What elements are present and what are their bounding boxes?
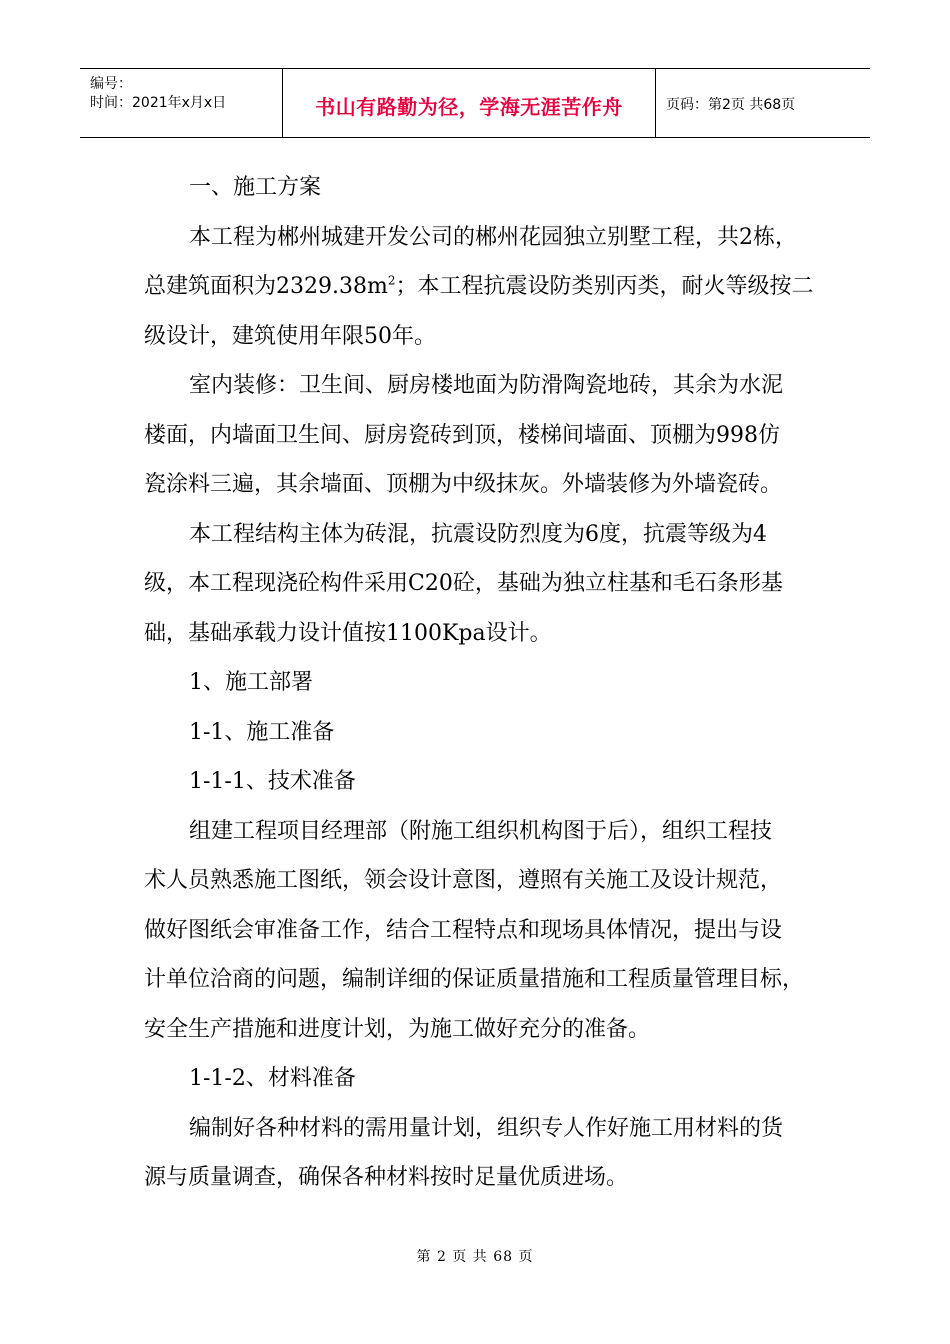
heading-material-preparation: 1-1-2、材料准备 [189,1066,356,1091]
paragraph-line: 编制好各种材料的需用量计划，组织专人作好施工用材料的货 [189,1115,784,1141]
header-motto: 书山有路勤为径，学海无涯苦作舟 [315,95,623,119]
heading-construction-preparation: 1-1、施工准备 [189,719,335,745]
header-middle-cell [283,69,656,137]
paragraph-line: 本工程为郴州城建开发公司的郴州花园独立别墅工程，共2栋， [189,224,797,250]
document-date-label: 时间：2021年x月x日 [90,95,227,111]
paragraph-line: 组建工程项目经理部（附施工组织机构图于后），组织工程技 [189,818,773,844]
paragraph-material-preparation [144,1104,824,1203]
paragraph-line: 本工程结构主体为砖混，抗震设防烈度为6度，抗震等级为4 [189,521,767,547]
paragraph-line [144,262,824,312]
paragraph-line: 级，本工程现浇砼构件采用C20砼，基础为独立柱基和毛石条形基 [144,571,783,596]
paragraph-text: ；本工程抗震设防类别丙类，耐火等级按二 [395,274,814,299]
page-footer: 第 2 页 共 68 页 [416,1249,534,1265]
heading-construction-deployment: 1、施工部署 [189,670,313,695]
page-header [80,68,870,138]
header-left-cell [80,69,283,137]
paragraph-line: 级设计，建筑使用年限50年。 [144,323,436,349]
paragraph-project-overview [144,213,824,362]
paragraph-line: 源与质量调查，确保各种材料按时足量优质进场。 [144,1165,629,1190]
paragraph-line: 做好图纸会审准备工作，结合工程特点和现场具体情况，提出与设 [144,917,783,943]
paragraph-line: 术人员熟悉施工图纸，领会设计意图，遵照有关施工及设计规范， [144,868,783,893]
paragraph-line: 础，基础承载力设计值按1100Kpa设计。 [144,620,552,646]
paragraph-line: 安全生产措施和进度计划，为施工做好充分的准备。 [144,1016,651,1042]
header-page-info: 页码：第2页 共68页 [666,97,796,113]
paragraph-line: 楼面，内墙面卫生间、厨房瓷砖到顶，楼梯间墙面、顶棚为998仿 [144,422,780,448]
paragraph-interior-decoration [144,361,824,510]
section-title: 一、施工方案 [189,175,322,200]
document-body [144,163,824,1203]
paragraph-structure [144,510,824,659]
paragraph-line: 计单位洽商的问题，编制详细的保证质量措施和工程质量管理目标， [144,967,805,992]
paragraph-text: 总建筑面积为2329.38m [144,274,388,299]
heading-technical-preparation: 1-1-1、技术准备 [189,769,356,794]
paragraph-technical-preparation [144,807,824,1055]
document-number-label: 编号： [90,76,132,92]
superscript: 2 [387,273,396,288]
paragraph-line: 室内装修：卫生间、厨房楼地面为防滑陶瓷地砖，其余为水泥 [189,373,784,398]
paragraph-line: 瓷涂料三遍，其余墙面、顶棚为中级抹灰。外墙装修为外墙瓷砖。 [144,472,783,497]
header-right-cell [656,69,870,137]
